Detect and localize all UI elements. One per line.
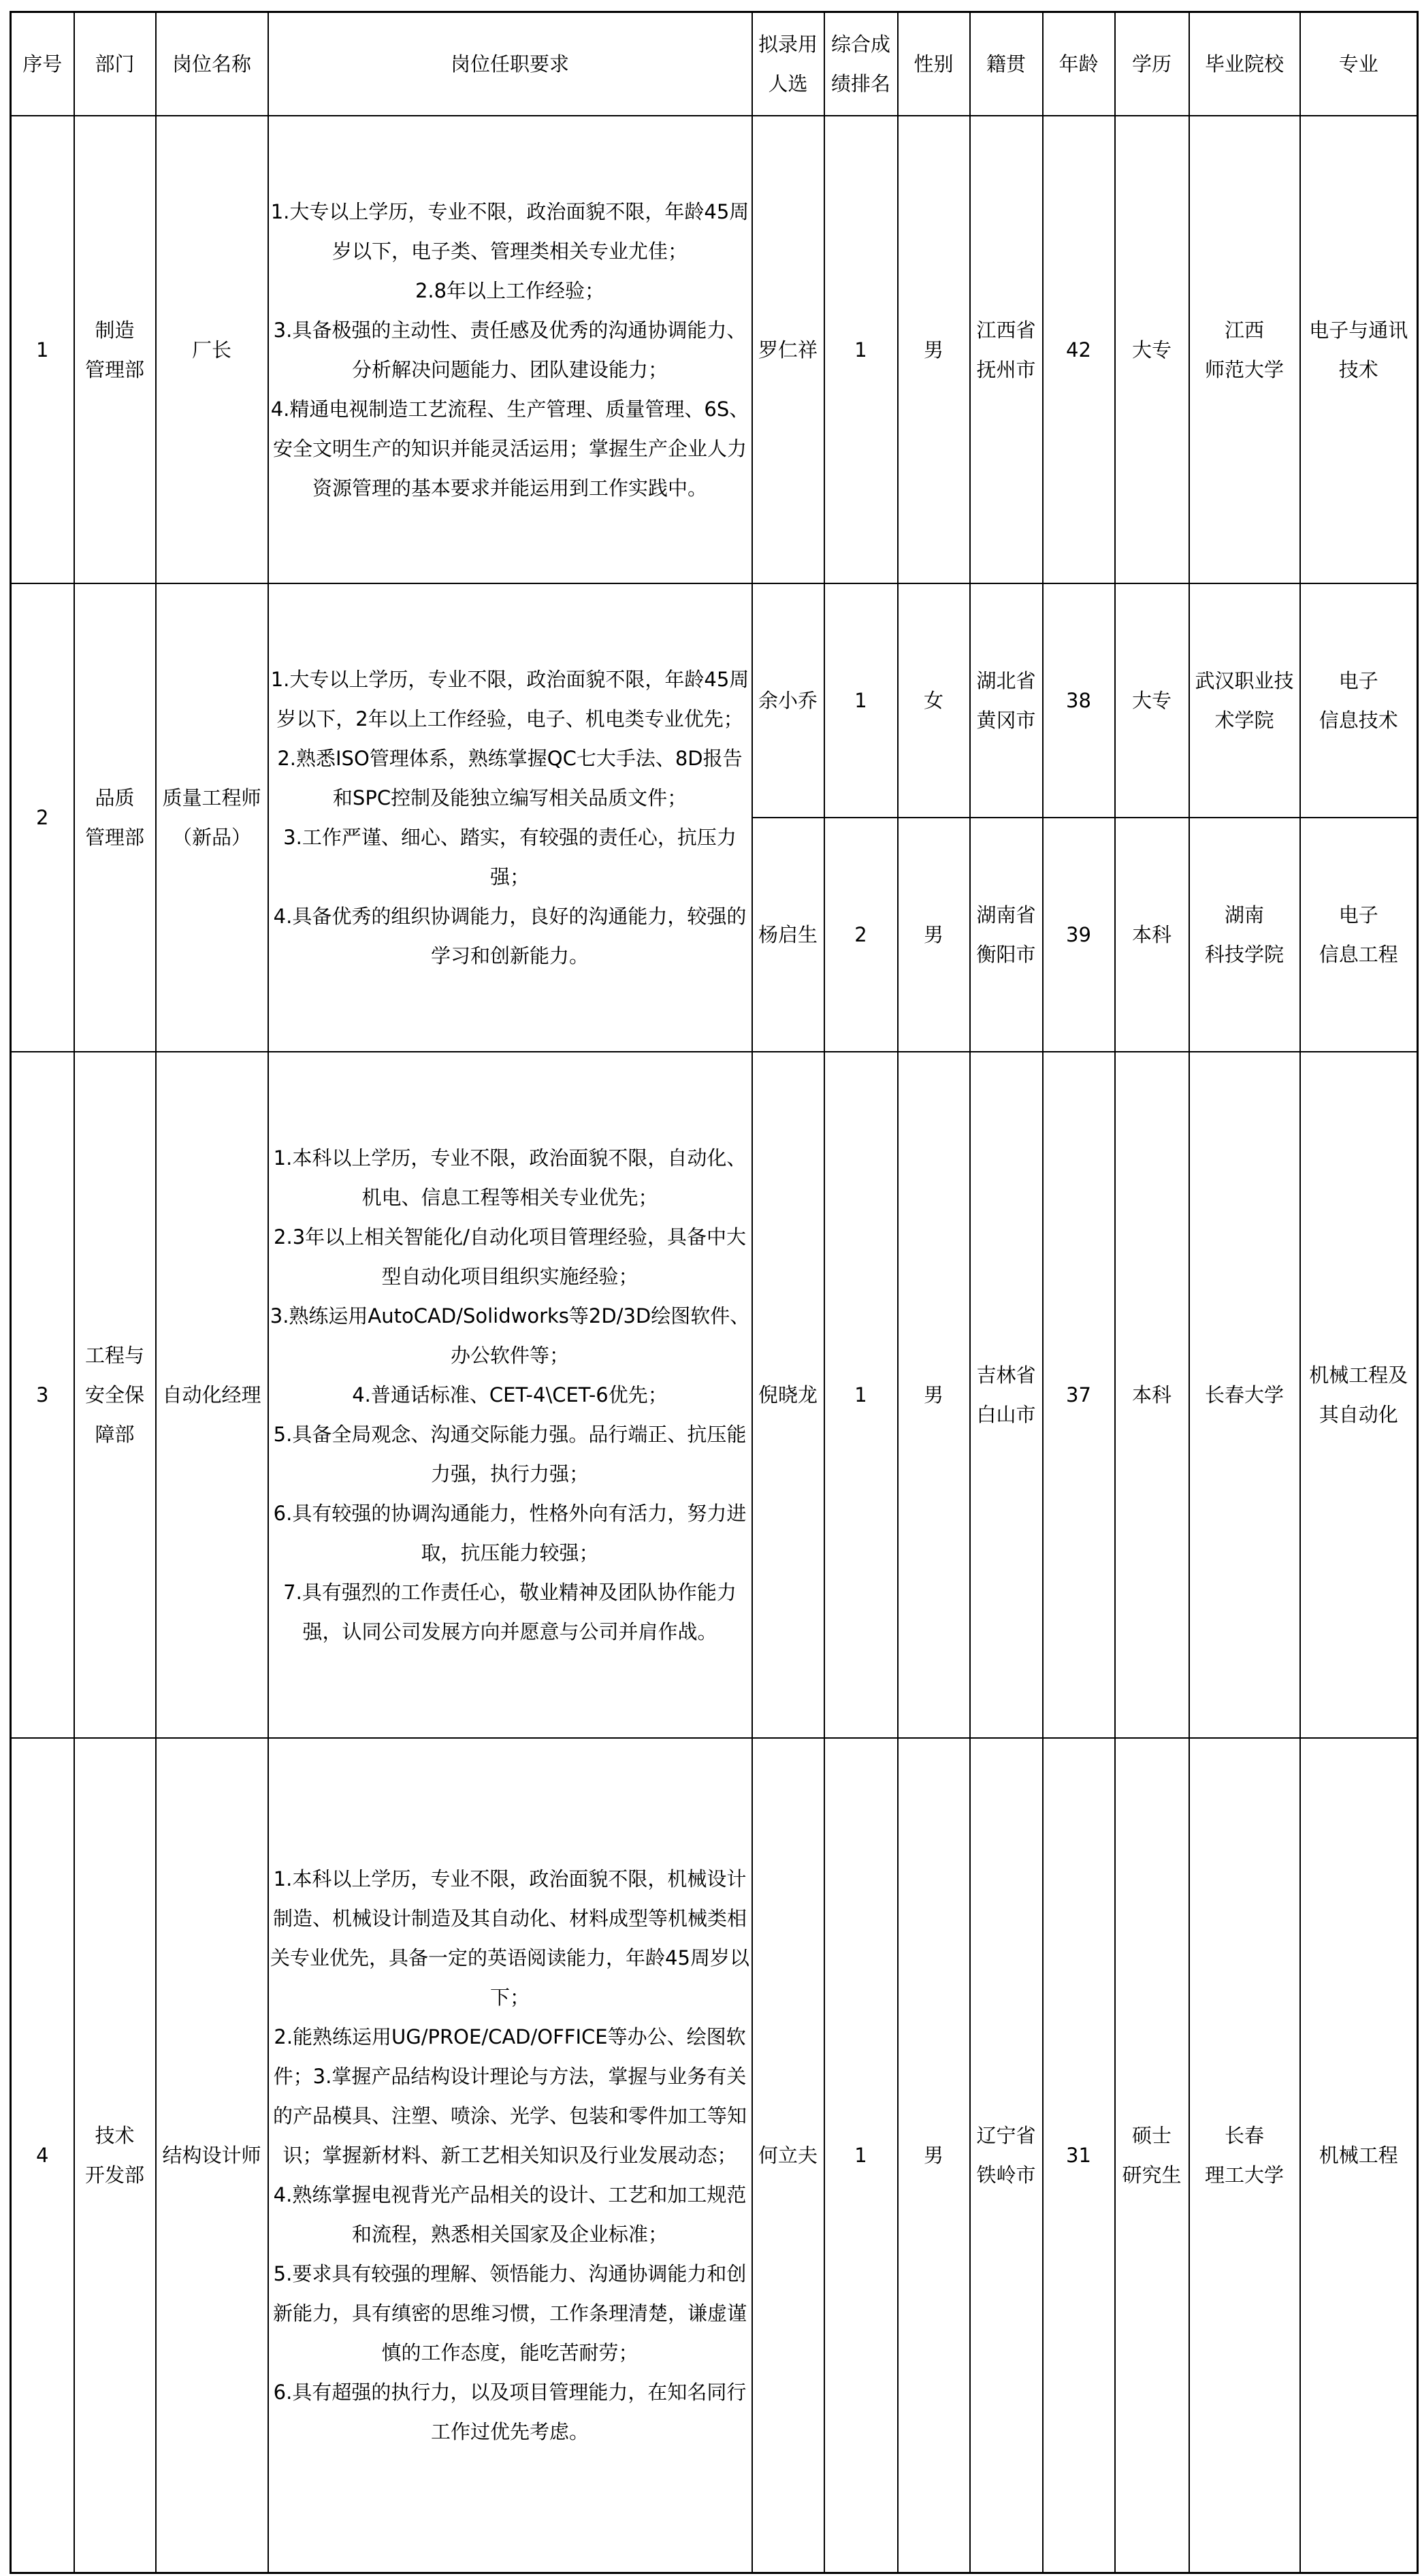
table-row (11, 1052, 1418, 1738)
candidate-school: 江西 师范大学 (1189, 116, 1300, 583)
candidate-name: 罗仁祥 (752, 116, 824, 583)
requirement-item: 6.具有较强的协调沟通能力，性格外向有活力，努力进取，抗压能力较强； (273, 1502, 747, 1564)
candidate-major: 电子与通讯 技术 (1300, 116, 1418, 583)
header-education: 学历 (1115, 12, 1189, 116)
header-rank: 综合成 绩排名 (824, 12, 898, 116)
candidate-age: 31 (1043, 1738, 1115, 2573)
candidate-education: 大专 (1115, 583, 1189, 818)
row-position: 厂长 (156, 116, 268, 583)
row-requirements (268, 583, 752, 1052)
candidate-school: 武汉职业技 术学院 (1189, 583, 1300, 818)
header-index: 序号 (11, 12, 74, 116)
requirement-item: 7.具有强烈的工作责任心，敬业精神及团队协作能力强，认同公司发展方向并愿意与公司并肩作战。 (283, 1581, 737, 1643)
requirement-item: 5.要求具有较强的理解、领悟能力、沟通协调能力和创新能力，具有缜密的思维习惯，工作条理清楚，谦虚谨慎的工作态度，能吃苦耐劳； (272, 2262, 747, 2364)
candidate-rank: 1 (824, 116, 898, 583)
row-requirements (268, 116, 752, 583)
row-position: 质量工程师 （新品） (156, 583, 268, 1052)
header-gender: 性别 (898, 12, 970, 116)
candidate-age: 39 (1043, 818, 1115, 1052)
row-position: 自动化经理 (156, 1052, 268, 1738)
table-row (11, 116, 1418, 583)
requirement-item: 4.具备优秀的组织协调能力，良好的沟通能力，较强的学习和创新能力。 (273, 905, 747, 967)
requirement-item: 1.本科以上学历，专业不限，政治面貌不限，自动化、机电、信息工程等相关专业优先； (273, 1146, 747, 1209)
candidate-gender: 女 (898, 583, 970, 818)
header-age: 年龄 (1043, 12, 1115, 116)
candidate-school: 湖南 科技学院 (1189, 818, 1300, 1052)
requirement-item: 3.具备极强的主动性、责任感及优秀的沟通协调能力、分析解决问题能力、团队建设能力； (273, 318, 747, 381)
requirement-item: 2.3年以上相关智能化/自动化项目管理经验，具备中大型自动化项目组织实施经验； (274, 1225, 746, 1288)
candidate-major: 电子 信息工程 (1300, 818, 1418, 1052)
header-candidate: 拟录用 人选 (752, 12, 824, 116)
candidate-age: 42 (1043, 116, 1115, 583)
row-department: 技术 开发部 (74, 1738, 156, 2573)
header-position: 岗位名称 (156, 12, 268, 116)
header-origin: 籍贯 (970, 12, 1043, 116)
requirement-item: 1.大专以上学历，专业不限，政治面貌不限，年龄45周岁以下，2年以上工作经验，电子、机电类专业优先； (270, 668, 749, 730)
candidate-major: 电子 信息技术 (1300, 583, 1418, 818)
row-requirements (268, 1052, 752, 1738)
candidate-name: 余小乔 (752, 583, 824, 818)
row-index: 4 (11, 1738, 74, 2573)
candidate-origin: 江西省 抚州市 (970, 116, 1043, 583)
requirement-item: 1.大专以上学历，专业不限，政治面貌不限，年龄45周岁以下，电子类、管理类相关专业尤佳； (270, 199, 749, 263)
row-department: 品质 管理部 (74, 583, 156, 1052)
candidate-gender: 男 (898, 116, 970, 583)
header-requirements: 岗位任职要求 (268, 12, 752, 116)
candidate-school: 长春大学 (1189, 1052, 1300, 1738)
candidate-name: 杨启生 (752, 818, 824, 1052)
candidate-major: 机械工程 (1300, 1738, 1418, 2573)
requirement-item: 3.工作严谨、细心、踏实，有较强的责任心，抗压力强； (283, 826, 737, 888)
requirement-item: 4.普通话标准、CET-4\CET-6优先； (352, 1383, 668, 1406)
row-department: 工程与 安全保 障部 (74, 1052, 156, 1738)
requirement-item: 2.熟悉ISO管理体系，熟练掌握QC七大手法、8D报告和SPC控制及能独立编写相关品质文件； (277, 747, 743, 809)
candidate-age: 38 (1043, 583, 1115, 818)
candidate-rank: 1 (824, 1052, 898, 1738)
table-row (11, 1738, 1418, 2573)
row-requirements (268, 1738, 752, 2573)
candidate-origin: 吉林省 白山市 (970, 1052, 1043, 1738)
header-major: 专业 (1300, 12, 1418, 116)
candidate-gender: 男 (898, 1052, 970, 1738)
requirement-item: 6.具有超强的执行力，以及项目管理能力，在知名同行工作过优先考虑。 (273, 2381, 747, 2443)
candidate-gender: 男 (898, 818, 970, 1052)
header-row (11, 12, 1418, 116)
requirement-item: 5.具备全局观念、沟通交际能力强。品行端正、抗压能力强，执行力强； (273, 1423, 747, 1485)
row-index: 2 (11, 583, 74, 1052)
candidate-age: 37 (1043, 1052, 1115, 1738)
candidate-origin: 辽宁省 铁岭市 (970, 1738, 1043, 2573)
row-index: 3 (11, 1052, 74, 1738)
requirement-item: 2.8年以上工作经验； (415, 278, 605, 302)
candidate-rank: 1 (824, 583, 898, 818)
table-row (11, 583, 1418, 818)
candidate-education: 本科 (1115, 1052, 1189, 1738)
header-school: 毕业院校 (1189, 12, 1300, 116)
candidate-gender: 男 (898, 1738, 970, 2573)
candidate-major: 机械工程及 其自动化 (1300, 1052, 1418, 1738)
candidate-rank: 1 (824, 1738, 898, 2573)
candidate-school: 长春 理工大学 (1189, 1738, 1300, 2573)
candidate-origin: 湖南省 衡阳市 (970, 818, 1043, 1052)
requirement-item: 4.熟练掌握电视背光产品相关的设计、工艺和加工规范和流程，熟悉相关国家及企业标准； (273, 2183, 747, 2246)
candidate-education: 硕士 研究生 (1115, 1738, 1189, 2573)
row-index: 1 (11, 116, 74, 583)
requirement-item: 3.熟练运用AutoCAD/Solidworks等2D/3D绘图软件、办公软件等； (270, 1304, 750, 1367)
row-position: 结构设计师 (156, 1738, 268, 2573)
candidate-education: 大专 (1115, 116, 1189, 583)
requirement-item: 1.本科以上学历，专业不限，政治面貌不限，机械设计制造、机械设计制造及其自动化、材料成型等机械类相关专业优先，具备一定的英语阅读能力，年龄45周岁以下； (270, 1867, 749, 2009)
candidate-name: 倪晓龙 (752, 1052, 824, 1738)
candidate-origin: 湖北省 黄冈市 (970, 583, 1043, 818)
recruitment-roster-table (10, 11, 1419, 2574)
header-department: 部门 (74, 12, 156, 116)
candidate-name: 何立夫 (752, 1738, 824, 2573)
requirement-item: 2.能熟练运用UG/PROE/CAD/OFFICE等办公、绘图软件；3.掌握产品结构设计理论与方法，掌握与业务有关的产品模具、注塑、喷涂、光学、包装和零件加工等知识；掌握新材料、新工艺相关知识及行业发展动态； (272, 2025, 747, 2167)
candidate-education: 本科 (1115, 818, 1189, 1052)
candidate-rank: 2 (824, 818, 898, 1052)
requirement-item: 4.精通电视制造工艺流程、生产管理、质量管理、6S、安全文明生产的知识并能灵活运用；掌握生产企业人力资源管理的基本要求并能运用到工作实践中。 (270, 397, 749, 500)
row-department: 制造 管理部 (74, 116, 156, 583)
